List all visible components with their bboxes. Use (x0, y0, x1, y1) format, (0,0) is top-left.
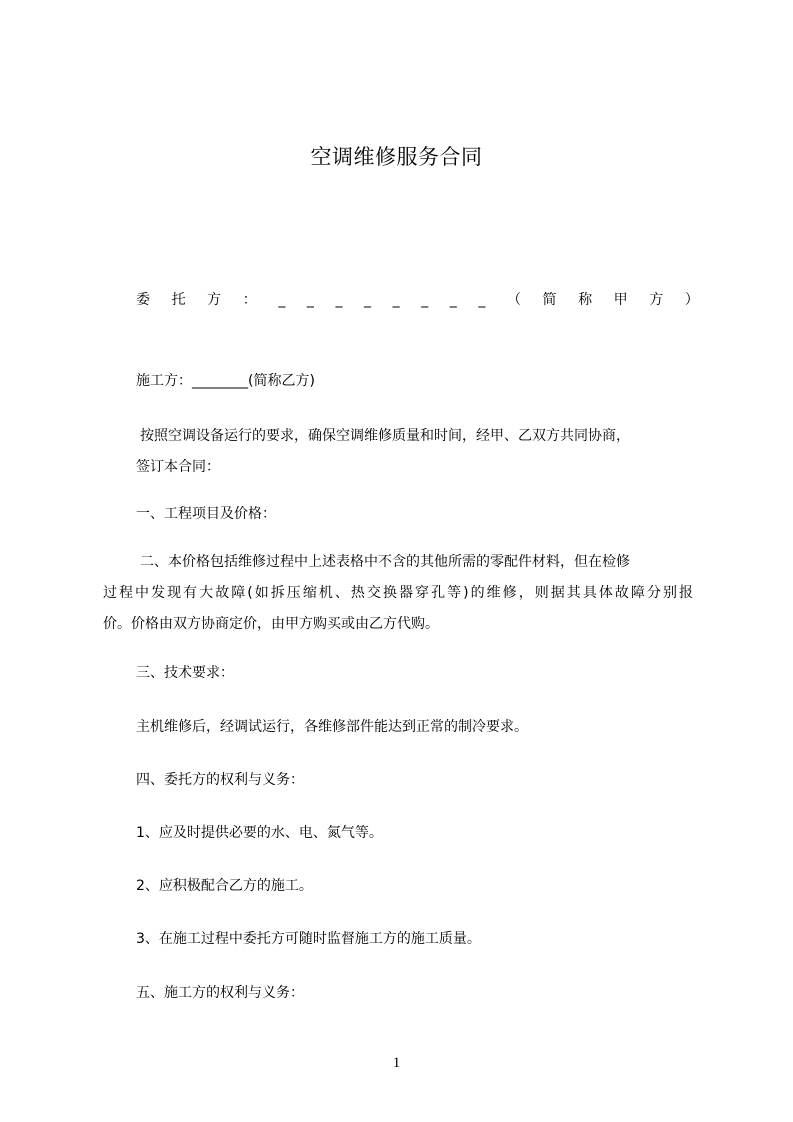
section-4-item-2: 2、应积极配合乙方的施工。 (136, 878, 313, 894)
section-2-line-3: 价。价格由双方协商定价，由甲方购买或由乙方代购。 (103, 616, 439, 632)
section-4-heading: 四、委托方的权利与义务： (136, 772, 304, 788)
client-char: 甲 (613, 292, 628, 308)
contractor-party-line: 施工方：________(简称乙方) (136, 373, 315, 389)
client-blank: _ (306, 292, 314, 308)
section-2-line-1: 二、本价格包括维修过程中上述表格中不含的其他所需的零配件材料，但在检修 (140, 554, 630, 570)
client-party-line (136, 290, 699, 311)
client-blank: _ (278, 292, 286, 308)
client-char: 委 (136, 292, 150, 308)
preamble-line-1: 按照空调设备运行的要求，确保空调维修质量和时间，经甲、乙双方共同协商， (140, 428, 630, 444)
client-blank: _ (335, 292, 343, 308)
section-1-heading: 一、工程项目及价格： (136, 506, 276, 522)
client-char: 方 (207, 292, 222, 308)
client-char: ： (242, 292, 257, 308)
client-blank: _ (364, 292, 372, 308)
page-number: 1 (392, 1055, 401, 1071)
section-3-body: 主机维修后，经调试运行，各维修部件能达到正常的制冷要求。 (136, 719, 528, 735)
section-5-heading: 五、施工方的权利与义务： (136, 985, 304, 1001)
client-char: 称 (578, 292, 593, 308)
client-char: ） (684, 292, 699, 308)
client-blank: _ (449, 292, 457, 308)
preamble-paragraph (103, 421, 693, 483)
client-blank: _ (478, 292, 486, 308)
section-2-paragraph (103, 547, 693, 640)
document-title: 空调维修服务合同 (310, 145, 483, 169)
client-char: 简 (542, 292, 557, 308)
section-2-line-2: 过程中发现有大故障(如拆压缩机、热交换器穿孔等)的维修，则据其具体故障分别报 (103, 585, 693, 601)
client-char: 方 (649, 292, 664, 308)
client-char: 托 (171, 292, 186, 308)
section-4-item-1: 1、应及时提供必要的水、电、氮气等。 (136, 825, 383, 841)
client-char: （ (506, 292, 521, 308)
section-3-heading: 三、技术要求： (136, 665, 234, 681)
client-blank: _ (392, 292, 400, 308)
preamble-line-2: 签订本合同： (136, 459, 220, 475)
section-4-item-3: 3、在施工过程中委托方可随时监督施工方的施工质量。 (136, 931, 481, 947)
client-blank: _ (421, 292, 429, 308)
